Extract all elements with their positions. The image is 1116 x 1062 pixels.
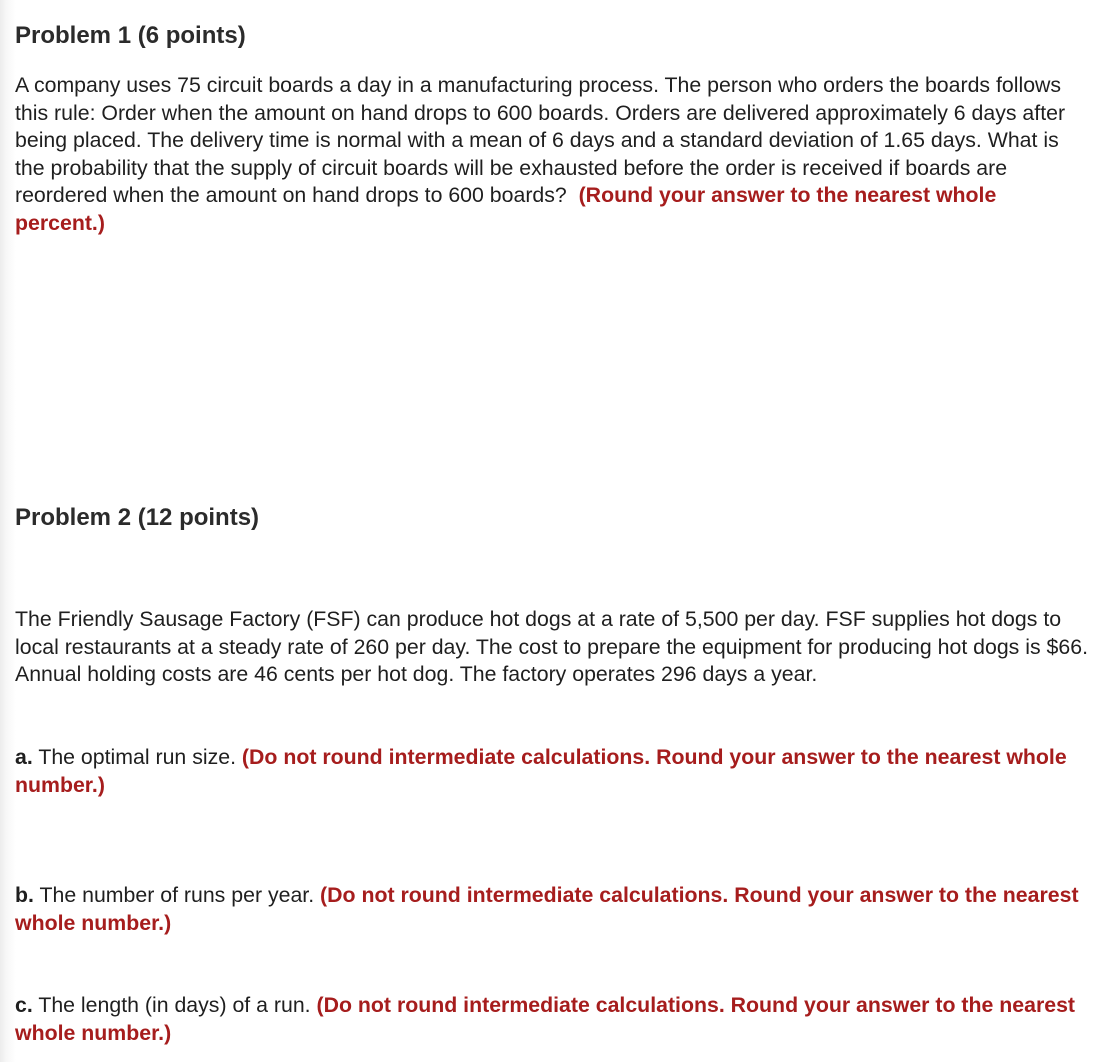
part-b-label: b. xyxy=(15,883,34,907)
problem-1-body xyxy=(15,72,1090,238)
part-c-instruction: (Do not round intermediate calculations. Round your answer to the nearest whole number.) xyxy=(15,993,1076,1045)
part-b-text: The number of runs per year. xyxy=(39,883,315,907)
part-c-text: The length (in days) of a run. xyxy=(38,993,311,1017)
problem-1-title: Problem 1 (6 points) xyxy=(15,22,246,49)
problem-2-body: The Friendly Sausage Factory (FSF) can produce hot dogs at a rate of 5,500 per day. FSF supplies hot dogs to local restaurants at a steady rate of 260 per day. The cost to prepare the equipment for producing hot dogs is $66. Annual holding costs are 46 cents per hot dog. The factory operates 296 days a year. xyxy=(15,607,1088,687)
part-a-text: The optimal run size. xyxy=(38,745,236,769)
part-b-question xyxy=(15,882,1090,937)
part-c-label: c. xyxy=(15,993,33,1017)
part-c-question xyxy=(15,992,1090,1047)
part-a-instruction: (Do not round intermediate calculations. Round your answer to the nearest whole number.) xyxy=(15,745,1067,797)
problem-1-text: A company uses 75 circuit boards a day in a manufacturing process. The person who orders the boards follows this rule: Order when the amount on hand drops to 600 boards. Orders are delivered approximately 6 days after being placed. The delivery time is normal with a mean of 6 days and a standard deviation of 1.65 days. What is the probability that the supply of circuit boards will be exhausted before the order is received if boards are reordered when the amount on hand drops to 600 boards? xyxy=(15,73,1066,208)
part-a-question xyxy=(15,744,1090,799)
part-b-instruction: (Do not round intermediate calculations. Round your answer to the nearest whole number.) xyxy=(15,883,1079,935)
part-a-label: a. xyxy=(15,745,33,769)
problem-2-title: Problem 2 (12 points) xyxy=(15,504,260,531)
problem-1-instruction: (Round your answer to the nearest whole percent.) xyxy=(15,183,997,235)
